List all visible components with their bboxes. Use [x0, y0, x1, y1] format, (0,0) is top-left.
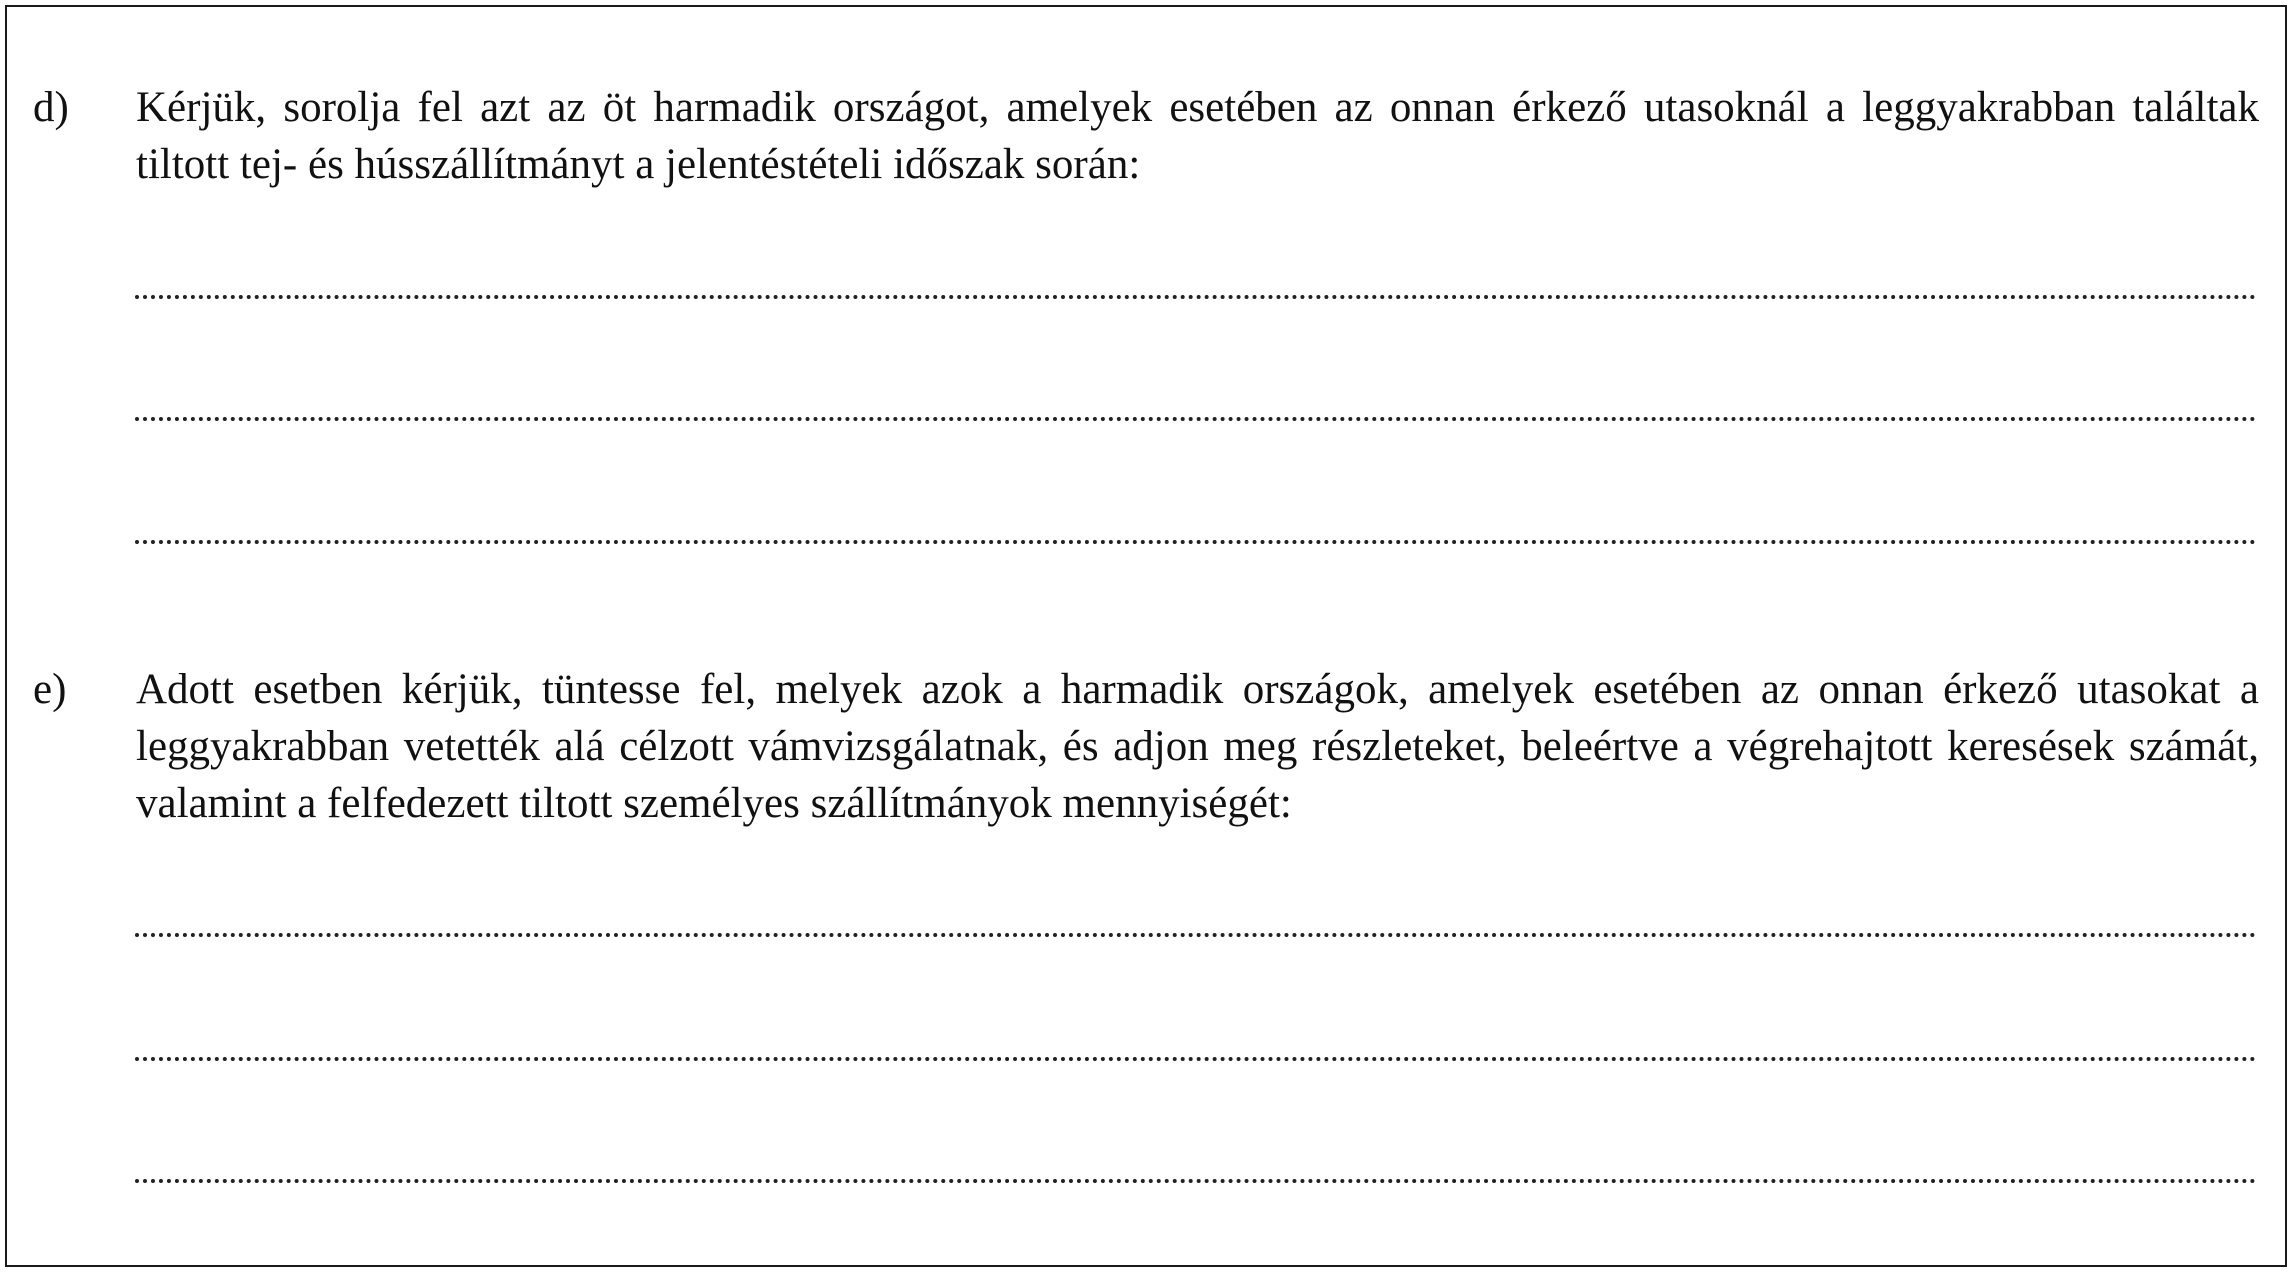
question-e-text: Adott esetben kérjük, tüntesse fel, melyek azok a harmadik országok, amelyek esetében az onnan érkező utasokat a leggyakrabban vetették alá célzott vámvizsgálatnak, és adjon meg részleteket, beleértve a végrehajtott keresések számát, valamint a felfedezett tiltott személyes szállítmányok mennyiségét: [136, 666, 2259, 827]
answer-line-d-1[interactable] [135, 295, 2257, 299]
question-e-marker: e) [33, 666, 67, 713]
answer-line-e-1[interactable] [135, 933, 2257, 937]
question-d-text: Kérjük, sorolja fel azt az öt harmadik országot, amelyek esetében az onnan érkező utasoknál a leggyakrabban találtak tiltott tej- és hússzállítmányt a jelentéstételi időszak során: [136, 84, 2259, 188]
form-frame [5, 5, 2287, 1267]
question-d [33, 79, 2259, 209]
answer-line-e-2[interactable] [135, 1057, 2257, 1061]
answer-line-d-3[interactable] [135, 540, 2257, 544]
question-d-marker: d) [33, 84, 69, 131]
answer-line-d-2[interactable] [135, 417, 2257, 421]
answer-line-e-3[interactable] [135, 1179, 2257, 1183]
question-e [33, 661, 2259, 851]
